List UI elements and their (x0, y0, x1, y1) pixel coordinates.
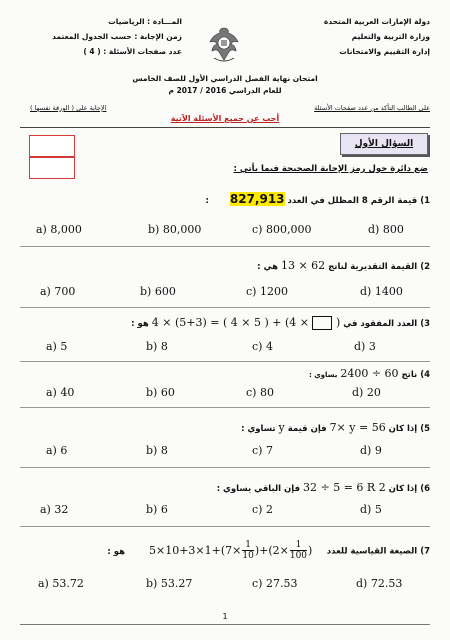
page-number: 1 (222, 612, 228, 621)
divider (20, 407, 430, 408)
header-divider (20, 127, 430, 128)
exam-title: امتحان نهاية الفصل الدراسي الأول للصف الخامس (132, 74, 318, 83)
score-box-top[interactable] (29, 135, 75, 157)
option-2c[interactable]: c) 1200 (246, 285, 288, 298)
divider (20, 467, 430, 468)
divider (20, 526, 430, 527)
question-text-mid: فإن قيمة (287, 424, 327, 434)
question-1 (206, 192, 431, 206)
option-3c[interactable]: c) 4 (252, 340, 273, 353)
option-6b[interactable]: b) 6 (146, 503, 168, 516)
question-4 (309, 367, 430, 380)
ministry-name: وزارة التربية والتعليم (351, 32, 430, 41)
option-5a[interactable]: a) 6 (46, 444, 68, 457)
option-2d[interactable]: d) 1400 (360, 285, 403, 298)
question-6 (217, 481, 430, 494)
question-suffix: فإن الباقي يساوي : (216, 484, 301, 494)
question-text: الصيغة القياسية للعدد (326, 546, 418, 557)
question-text: قيمة الرقم 8 المظلل في العدد (287, 196, 418, 206)
question-text: إذا كان (388, 484, 418, 494)
option-7a[interactable]: a) 53.72 (38, 577, 84, 590)
note-answer-sheet: الإجابة على ( الورقة نفسها ) (30, 104, 107, 112)
question-2 (257, 259, 430, 272)
section-title: السؤال الأول (340, 133, 428, 155)
question-suffix: : (205, 196, 209, 206)
option-1a[interactable]: a) 8,000 (36, 223, 82, 236)
shaded-number: 827,913 (229, 192, 285, 206)
country-name: دولة الإمارات العربية المتحدة (323, 17, 430, 26)
question-number: 3) (420, 319, 430, 329)
question-number: 5) (420, 424, 430, 434)
option-4a[interactable]: a) 40 (46, 386, 75, 399)
option-1c[interactable]: c) 800,000 (252, 223, 312, 236)
option-7b[interactable]: b) 53.27 (146, 577, 193, 590)
fraction-hundredth: $\frac{1}{100}$ (289, 540, 308, 561)
divider (20, 361, 430, 362)
question-number: 6) (420, 484, 430, 494)
note-check-pages: على الطالب التأكد من عدد صفحات الأسئلة (314, 104, 430, 112)
question-text: العدد المفقود في (343, 319, 418, 329)
option-6c[interactable]: c) 2 (252, 503, 273, 516)
option-7c[interactable]: c) 27.53 (252, 577, 298, 590)
question-7 (107, 540, 430, 561)
question-number: 2) (420, 262, 430, 272)
option-1d[interactable]: d) 800 (368, 223, 404, 236)
option-2b[interactable]: b) 600 (140, 285, 176, 298)
section-instruction: ضع دائرة حول رمز الإجابة الصحيحة فيما يأتي : (233, 164, 428, 174)
header-right (324, 14, 430, 59)
question-math: 13 × 62 (280, 259, 326, 272)
option-7d[interactable]: d) 72.53 (356, 577, 403, 590)
option-5b[interactable]: b) 8 (146, 444, 168, 457)
question-math: 4 × (5+3) = ( 4 × 5 ) + (4 × ) (151, 316, 341, 329)
question-math: 7× y = 56 (329, 421, 386, 434)
question-math: 32 ÷ 5 = 6 R 2 (303, 481, 386, 494)
question-number: 7) (420, 546, 430, 557)
option-2a[interactable]: a) 700 (40, 285, 76, 298)
question-suffix: هي : (257, 262, 278, 272)
option-6d[interactable]: d) 5 (360, 503, 382, 516)
option-5d[interactable]: d) 9 (360, 444, 382, 457)
option-3b[interactable]: b) 8 (146, 340, 168, 353)
missing-number-box (312, 316, 332, 330)
question-math: 5×10+3×1+(7× $\frac{1}{10}$ )+(2× $\frac{1}{100}$ ) (149, 540, 313, 561)
option-1b[interactable]: b) 80,000 (148, 223, 202, 236)
option-3d[interactable]: d) 3 (354, 340, 376, 353)
question-suffix: هو : (107, 546, 125, 557)
instruction-answer-all: أجب عن جميع الأسئلة الآتية (170, 114, 280, 123)
option-4d[interactable]: d) 20 (352, 386, 381, 399)
header-left (52, 14, 182, 59)
question-text: ناتج (401, 370, 418, 380)
question-suffix: تساوي : (241, 424, 276, 434)
time-label: زمن الإجابة : حسب الجدول المعتمد (52, 32, 182, 41)
question-number: 1) (420, 196, 430, 206)
question-number: 4) (420, 370, 430, 380)
question-3 (131, 316, 430, 330)
question-suffix: يساوي : (308, 371, 338, 379)
divider (20, 246, 430, 247)
uae-emblem-icon (206, 24, 242, 64)
pages-label: عدد صفحات الأسئلة : ( 4 ) (83, 47, 182, 56)
footer-divider (20, 624, 430, 625)
question-variable: y (278, 421, 285, 434)
exam-year: للعام الدراسي 2016 / 2017 م (168, 86, 282, 95)
question-suffix: هو : (131, 319, 149, 329)
option-3a[interactable]: a) 5 (46, 340, 68, 353)
option-4b[interactable]: b) 60 (146, 386, 175, 399)
option-4c[interactable]: c) 80 (246, 386, 274, 399)
question-math: 2400 ÷ 60 (340, 367, 399, 380)
question-text: إذا كان (388, 424, 418, 434)
score-box-bottom[interactable] (29, 157, 75, 179)
question-text: القيمة التقديرية لناتج (328, 262, 418, 272)
subject-label: المـــادة : الرياضيات (108, 17, 182, 26)
divider (20, 307, 430, 308)
department-name: إدارة التقييم والامتحانات (339, 47, 430, 56)
question-5 (241, 421, 430, 434)
option-5c[interactable]: c) 7 (252, 444, 273, 457)
option-6a[interactable]: a) 32 (40, 503, 69, 516)
fraction-tenth: $\frac{1}{10}$ (242, 540, 254, 561)
